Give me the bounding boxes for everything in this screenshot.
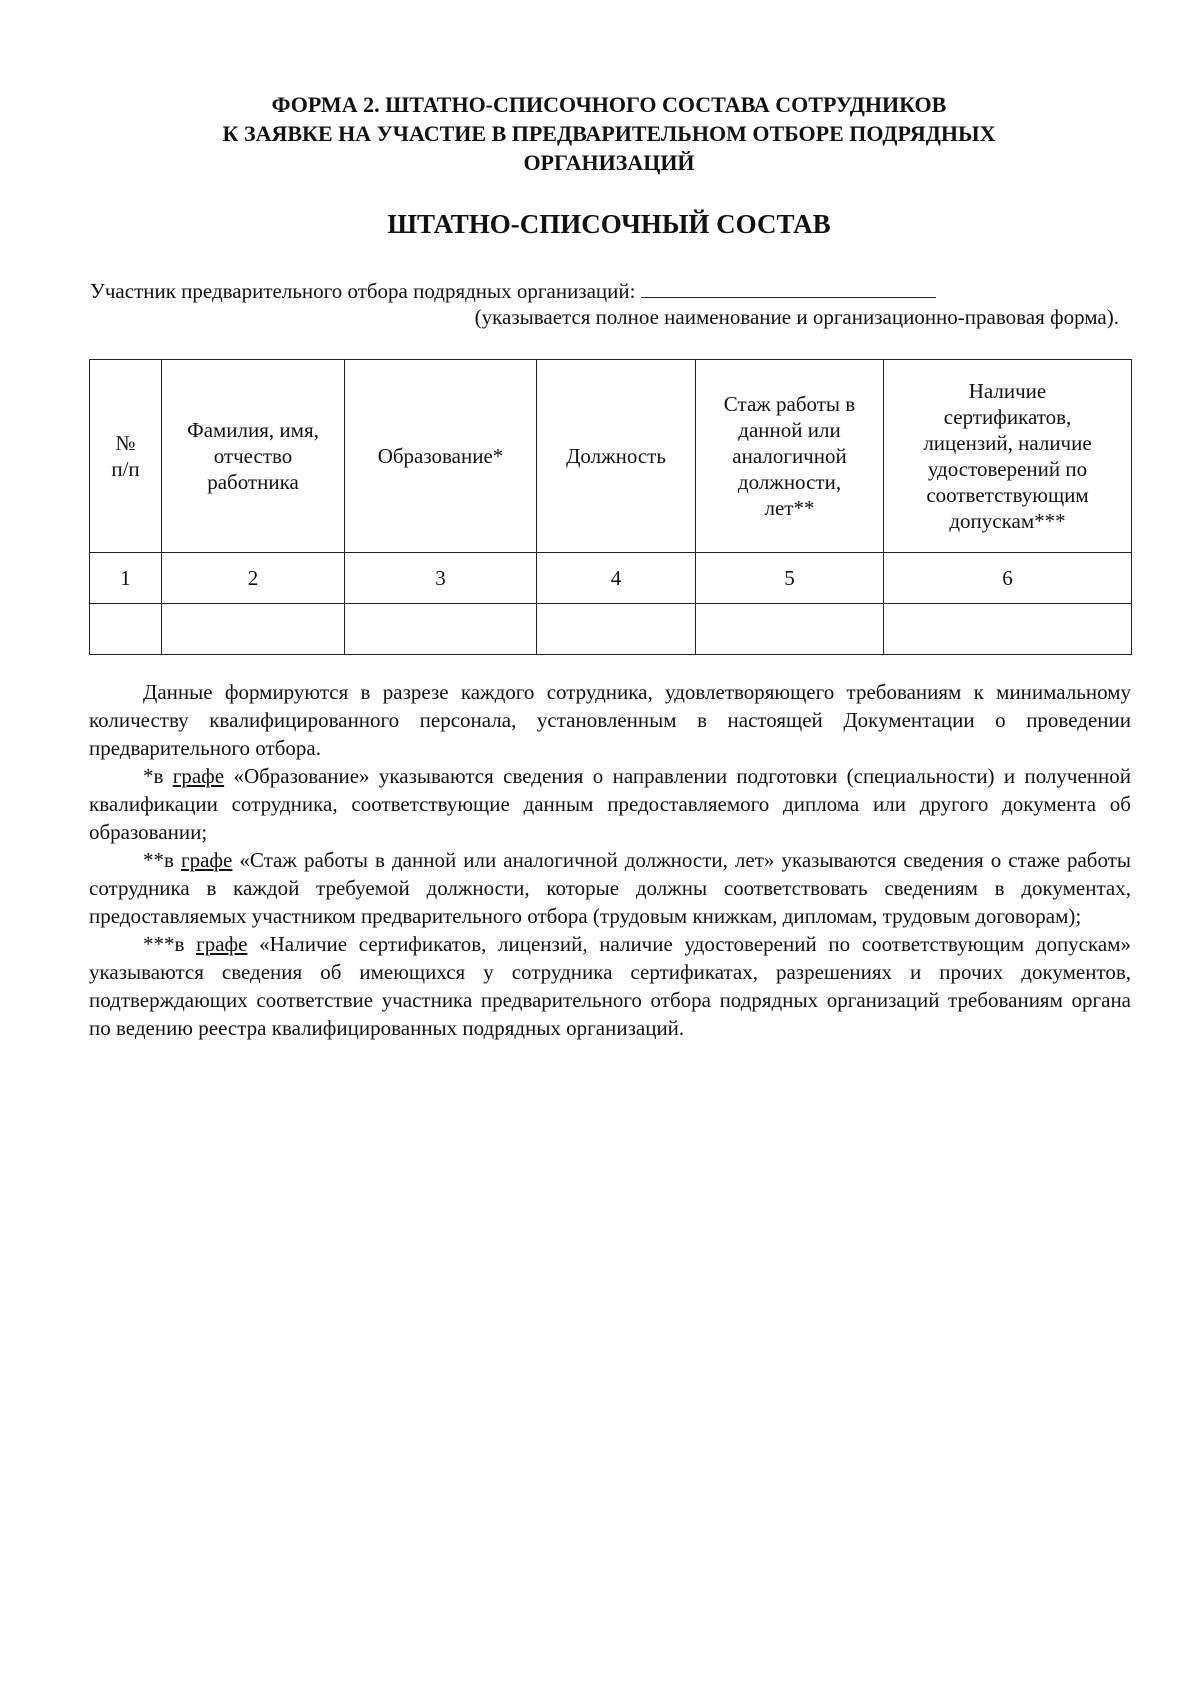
header-experience: Стаж работы в данной или аналогичной должности, лет** (696, 360, 884, 553)
note-experience: **в графе «Стаж работы в данной или аналогичной должности, лет» указываются сведения о стаже работы сотрудника в каждой требуемой должности, которые должны соответствовать сведениям в документах, предоставляемых участником предварительного отбора (трудовым книжкам, дипломам, трудовым договорам); (89, 848, 1131, 928)
form-heading (120, 90, 1098, 177)
empty-cell[interactable] (884, 604, 1132, 655)
table-numbering-row (90, 553, 1132, 604)
empty-cell[interactable] (537, 604, 696, 655)
heading-line-3: ОРГАНИЗАЦИЙ (523, 150, 695, 175)
participant-note: (указывается полное наименование и организационно-правовая форма). (474, 305, 1119, 329)
column-number-cell: 4 (537, 553, 696, 604)
staff-table (89, 359, 1132, 655)
column-number-cell: 6 (884, 553, 1132, 604)
grafe-underlined: графе (196, 932, 248, 956)
empty-cell[interactable] (696, 604, 884, 655)
note-education: *в графе «Образование» указываются сведения о направлении подготовки (специальности) и полученной квалификации сотрудника, соответствующие данным предоставляемого диплома или другого документа об образовании; (89, 764, 1131, 844)
participant-row (90, 278, 936, 304)
heading-line-1: ФОРМА 2. ШТАТНО-СПИСОЧНОГО СОСТАВА СОТРУДНИКОВ (271, 92, 947, 117)
empty-cell[interactable] (345, 604, 537, 655)
participant-label: Участник предварительного отбора подрядных организаций: (90, 279, 636, 303)
table-row (90, 604, 1132, 655)
participant-fill-line[interactable] (641, 279, 936, 298)
note-paragraph: Данные формируются в разрезе каждого сотрудника, удовлетворяющего требованиям к минимальному количеству квалифицированного персонала, установленным в настоящей Документации о проведении предварительного отбора. (89, 680, 1131, 760)
header-education: Образование* (345, 360, 537, 553)
notes-section (89, 678, 1131, 1042)
column-number-cell: 5 (696, 553, 884, 604)
header-position: Должность (537, 360, 696, 553)
section-title: ШТАТНО-СПИСОЧНЫЙ СОСТАВ (387, 209, 831, 239)
empty-cell[interactable] (90, 604, 162, 655)
column-number-cell: 3 (345, 553, 537, 604)
column-number-cell: 1 (90, 553, 162, 604)
note-certificates: ***в графе «Наличие сертификатов, лицензий, наличие удостоверений по соответствующим допускам» указываются сведения об имеющихся у сотрудника сертификатах, разрешениях и прочих документов, подтверждающих соответствие участника предварительного отбора подрядных организаций требованиям органа по ведению реестра квалифицированных подрядных организаций. (89, 932, 1131, 1040)
header-certificates: Наличие сертификатов, лицензий, наличие удостоверений по соответствующим допускам*** (884, 360, 1132, 553)
empty-cell[interactable] (162, 604, 345, 655)
column-number-cell: 2 (162, 553, 345, 604)
header-full-name: Фамилия, имя, отчество работника (162, 360, 345, 553)
grafe-underlined: графе (172, 764, 225, 788)
header-number: № п/п (90, 360, 162, 553)
heading-line-2: К ЗАЯВКЕ НА УЧАСТИЕ В ПРЕДВАРИТЕЛЬНОМ ОТБОРЕ ПОДРЯДНЫХ (222, 121, 996, 146)
grafe-underlined: графе (180, 848, 233, 872)
table-header-row (90, 360, 1132, 553)
